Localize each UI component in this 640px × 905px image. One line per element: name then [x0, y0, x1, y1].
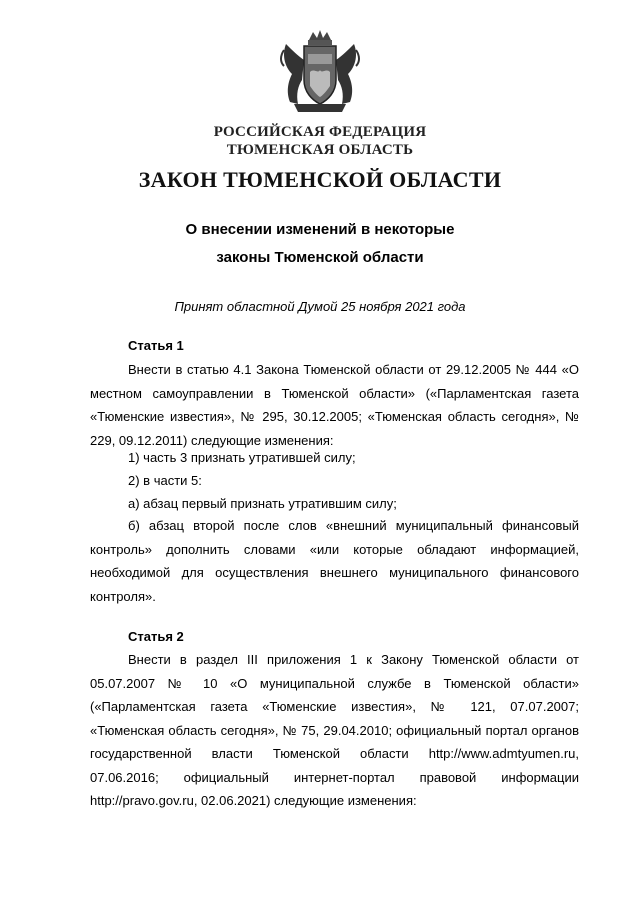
country-heading: РОССИЙСКАЯ ФЕДЕРАЦИЯ — [213, 124, 427, 140]
law-title-line-1: О внесении изменений в некоторые — [185, 221, 455, 238]
article-2-intro: Внести в раздел III приложения 1 к Закону Тюменской области от 05.07.2007 № 10 «О муниципальной службе в Тюменской области» («Парламентская газета «Тюменские известия», № 121, 07.07.2007; «Тюменская область сегодня», № 75, 29.04.2010; официальный портал органов государственной власти Тюменской области http://www.admtyumen.ru, 07.06.2016; официальный интернет-портал правовой информации http://pravo.gov.ru, 02.06.2021) следующие изменения: — [90, 652, 579, 808]
article-1-item-b: б) абзац второй после слов «внешний муниципальный финансовый контроль» дополнить словами «или которые обладают информацией, необходимой для осуществления внешнего муниципального финансового контроля». — [90, 518, 579, 604]
article-1-item-a: а) абзац первый признать утратившим силу; — [128, 496, 397, 511]
article-1-item-2: 2) в части 5: — [128, 473, 202, 488]
article-1-heading: Статья 1 — [128, 338, 184, 353]
adoption-date: Принят областной Думой 25 ноября 2021 года — [174, 299, 466, 314]
article-1-item-1: 1) часть 3 признать утратившей силу; — [128, 450, 356, 465]
law-title-line-2: законы Тюменской области — [216, 249, 424, 266]
region-heading: ТЮМЕНСКАЯ ОБЛАСТЬ — [226, 142, 414, 158]
article-2-heading: Статья 2 — [128, 629, 184, 644]
law-type-heading: ЗАКОН ТЮМЕНСКОЙ ОБЛАСТИ — [138, 167, 502, 192]
article-1-intro: Внести в статью 4.1 Закона Тюменской области от 29.12.2005 № 444 «О местном самоуправлении в Тюменской области» («Парламентская газета «Тюменские известия», № 295, 30.12.2005; «Тюменская область сегодня», № 229, 09.12.2011) следующие изменения: — [90, 362, 579, 448]
coat-of-arms-icon — [280, 30, 360, 114]
